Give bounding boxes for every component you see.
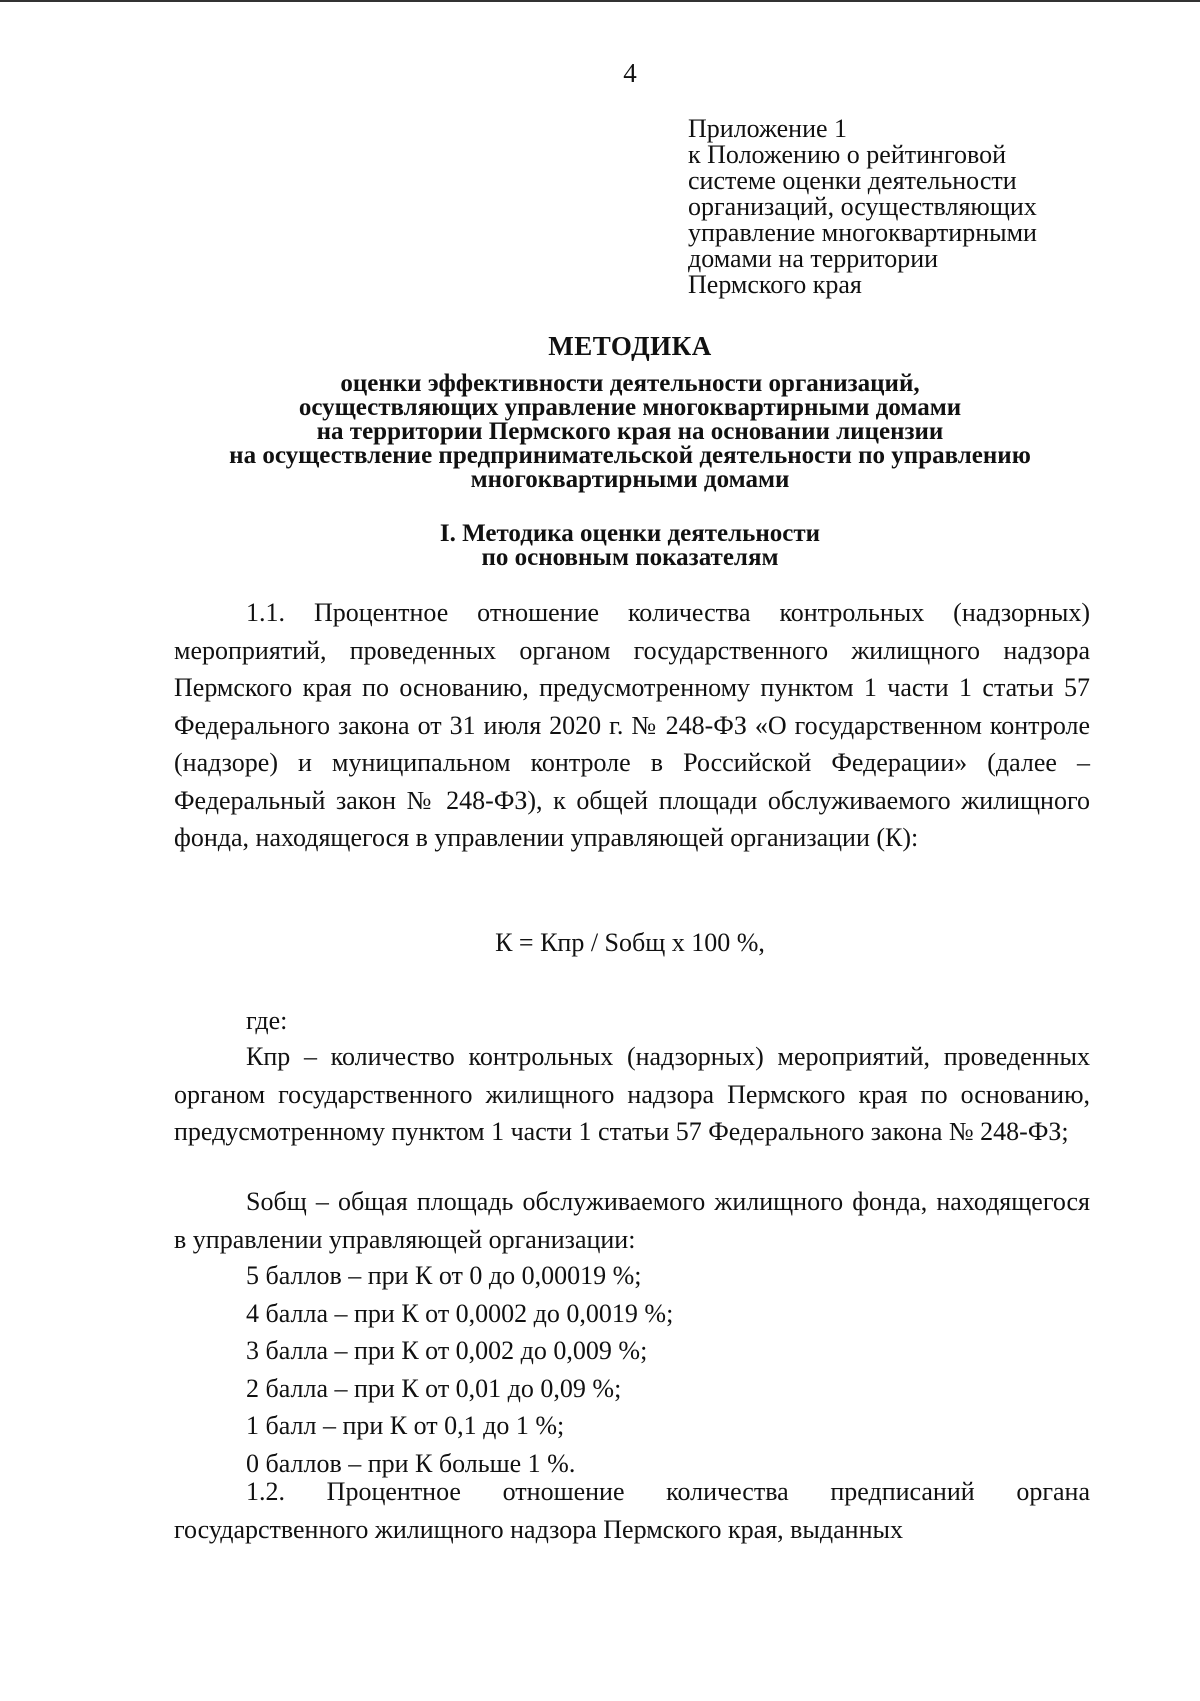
appendix-line: организаций, осуществляющих xyxy=(688,192,1037,221)
document-title-text: МЕТОДИКА xyxy=(548,331,712,361)
paragraph-1-1-text: 1.1. Процентное отношение количества контрольных (надзорных) мероприятий, проведенных органом государственного жилищного надзора Пермского края по основанию, предусмотренному пунктом 1 части 1 статьи 57 Федерального закона от 31 июля 2020 г. № 248-ФЗ «О государственном контроле (надзоре) и муниципальном контроле в Российской Федерации» (далее – Федеральный закон № 248-ФЗ), к общей площади обслуживаемого жилищного фонда, находящегося в управлении управляющей организации (К): xyxy=(174,598,1090,852)
score-item: 0 баллов – при К больше 1 %. xyxy=(246,1448,576,1478)
page-number: 4 xyxy=(623,58,637,88)
sobsh-definition-text: Sобщ – общая площадь обслуживаемого жилищного фонда, находящегося в управлении управляющей организации: xyxy=(174,1187,1090,1254)
kpr-definition-text: Кпр – количество контрольных (надзорных) мероприятий, проведенных органом государственного жилищного надзора Пермского края по основанию, предусмотренному пунктом 1 части 1 статьи 57 Федерального закона № 248-ФЗ; xyxy=(174,1042,1090,1146)
subtitle-line: на территории Пермского края на основании лицензии xyxy=(316,418,944,445)
appendix-line: домами на территории xyxy=(688,244,939,273)
where-label-text: где: xyxy=(246,1006,288,1035)
score-item: 4 балла – при К от 0,0002 до 0,0019 %; xyxy=(246,1298,674,1328)
subtitle-line: оценки эффективности деятельности организаций, xyxy=(340,370,920,397)
appendix-line: Пермского края xyxy=(688,270,862,299)
subtitle-line: многоквартирными домами xyxy=(470,466,790,493)
sobsh-definition xyxy=(174,1183,1090,1258)
where-label xyxy=(174,1002,1090,1040)
document-subtitle xyxy=(150,372,1110,492)
section-heading-line: по основным показателям xyxy=(481,544,779,571)
subtitle-line: на осуществление предпринимательской деятельности по управлению xyxy=(229,442,1031,469)
document-title xyxy=(150,331,1110,361)
score-list xyxy=(246,1257,673,1482)
score-item: 1 балл – при К от 0,1 до 1 %; xyxy=(246,1411,565,1440)
appendix-note xyxy=(688,116,1108,298)
appendix-line: системе оценки деятельности xyxy=(688,166,1017,195)
kpr-definition xyxy=(174,1038,1090,1151)
section-heading xyxy=(150,522,1110,570)
paragraph-1-2 xyxy=(174,1473,1090,1548)
formula: К = Кпр / Sобщ х 100 %, xyxy=(495,928,765,957)
score-item: 2 балла – при К от 0,01 до 0,09 %; xyxy=(246,1373,622,1403)
paragraph-1-1 xyxy=(174,594,1090,857)
section-heading-line: I. Методика оценки деятельности xyxy=(439,520,821,547)
score-item: 5 баллов – при К от 0 до 0,00019 %; xyxy=(246,1261,642,1290)
top-border-line xyxy=(0,0,1200,2)
paragraph-1-2-text: 1.2. Процентное отношение количества предписаний органа государственного жилищного надзора Пермского края, выданных xyxy=(174,1477,1090,1544)
appendix-line: к Положению о рейтинговой xyxy=(688,140,1006,169)
appendix-line: управление многоквартирными xyxy=(688,218,1037,247)
subtitle-line: осуществляющих управление многоквартирными домами xyxy=(298,394,962,421)
appendix-line: Приложение 1 xyxy=(688,114,848,143)
score-item: 3 балла – при К от 0,002 до 0,009 %; xyxy=(246,1336,648,1365)
